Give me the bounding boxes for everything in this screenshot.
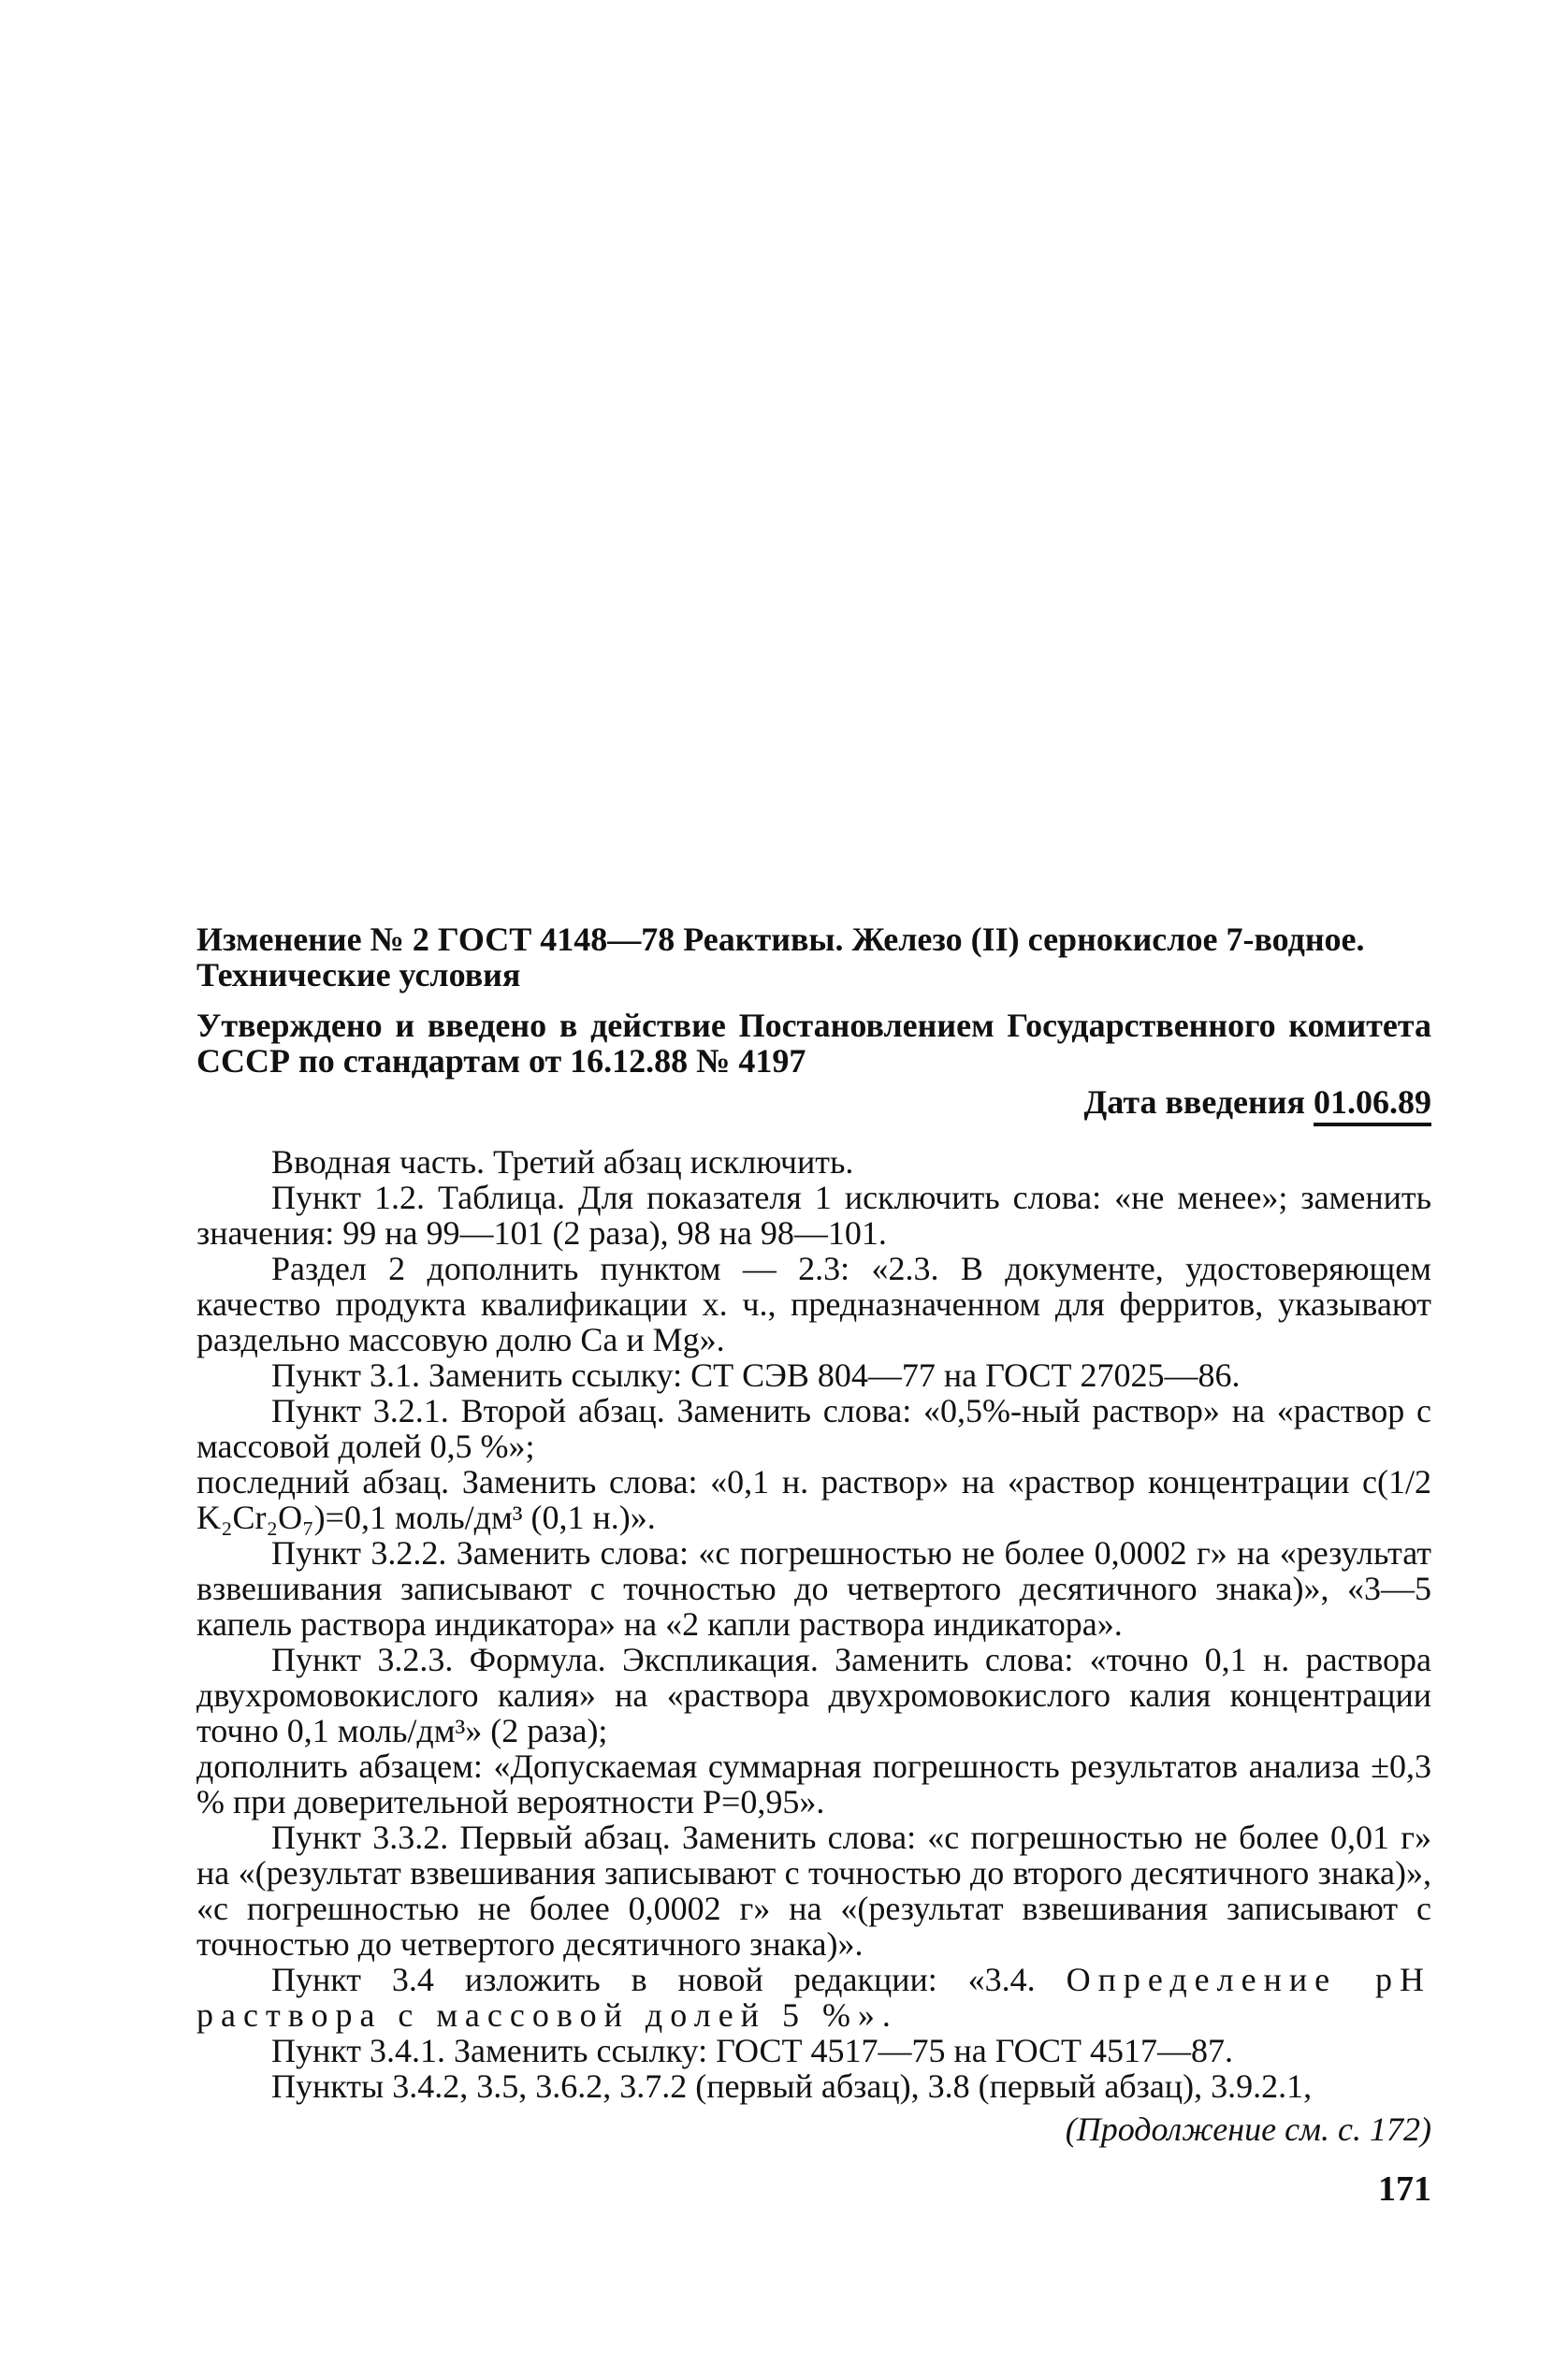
title-line-1: Изменение № 2 ГОСТ 4148—78 Реактивы. Железо (II) сернокислое 7-водное. [196, 921, 1365, 958]
continuation-note: (Продолжение см. с. 172) [1065, 2110, 1431, 2148]
paragraph-3-4-spaced: Определение pH раствора с массовой долей 5 %». [196, 1961, 1431, 2034]
title-line-2: Технические условия [196, 956, 521, 993]
paragraph-3-4 [196, 1962, 1431, 2033]
paragraph-3-4-1: Пункт 3.4.1. Заменить ссылку: ГОСТ 4517—75 на ГОСТ 4517—87. [271, 2032, 1234, 2069]
paragraph-intro: Вводная часть. Третий абзац исключить. [271, 1143, 854, 1181]
document-body [196, 1144, 1431, 2104]
paragraph-section-2: Раздел 2 дополнить пунктом — 2.3: «2.3. В документе, удостоверяющем качество продукта квалификации х. ч., предназначенном для ферритов, указывают раздельно массовую долю Ca и Mg». [196, 1250, 1431, 1358]
effective-date [196, 1084, 1431, 1120]
approval-statement: Утверждено и введено в действие Постановлением Государственного комитета СССР по стандартам от 16.12.88 № 4197 [196, 1007, 1431, 1080]
paragraph-3-2-1: Пункт 3.2.1. Второй абзац. Заменить слова: «0,5%-ный раствор» на «раствор с массовой долей 0,5 %»; [196, 1392, 1431, 1465]
page-number: 171 [1378, 2169, 1431, 2209]
date-value: 01.06.89 [1314, 1083, 1431, 1126]
paragraph-3-2-3-add: дополнить абзацем: «Допускаемая суммарная погрешность результатов анализа ±0,3 % при доверительной вероятности P=0,95». [196, 1748, 1431, 1820]
paragraph-3-4-lead: Пункт 3.4 изложить в новой редакции: «3.4. [271, 1961, 1067, 1998]
paragraph-points: Пункты 3.4.2, 3.5, 3.6.2, 3.7.2 (первый абзац), 3.8 (первый абзац), 3.9.2.1, [271, 2067, 1313, 2105]
paragraph-1-2: Пункт 1.2. Таблица. Для показателя 1 исключить слова: «не менее»; заменить значения: 99 на 99—101 (2 раза), 98 на 98—101. [196, 1179, 1431, 1252]
document-page [196, 921, 1431, 2207]
paragraph-3-2-3: Пункт 3.2.3. Формула. Экспликация. Заменить слова: «точно 0,1 н. раствора двухромовокислого калия» на «раствора двухромовокислого калия концентрации точно 0,1 моль/дм³» (2 раза); [196, 1641, 1431, 1749]
date-label: Дата введения [1083, 1083, 1314, 1121]
paragraph-3-3-2: Пункт 3.3.2. Первый абзац. Заменить слова: «с погрешностью не более 0,01 г» на «(результат взвешивания записывают с точностью до второго десятичного знака)», «с погрешностью не более 0,0002 г» на «(результат взвешивания записывают с точностью до четвертого десятичного знака)». [196, 1819, 1431, 1963]
paragraph-3-2-1-last: последний абзац. Заменить слова: «0,1 н. раствор» на «раствор концентрации c(1/2 K₂Cr₂O₇)=0,1 моль/дм³ (0,1 н.)». [196, 1463, 1431, 1536]
document-title [196, 921, 1431, 993]
paragraph-3-1: Пункт 3.1. Заменить ссылку: СТ СЭВ 804—77 на ГОСТ 27025—86. [271, 1356, 1241, 1394]
paragraph-3-2-2: Пункт 3.2.2. Заменить слова: «с погрешностью не более 0,0002 г» на «результат взвешивания записывают с точностью до четвертого десятичного знака)», «3—5 капель раствора индикатора» на «2 капли раствора индикатора». [196, 1534, 1431, 1643]
